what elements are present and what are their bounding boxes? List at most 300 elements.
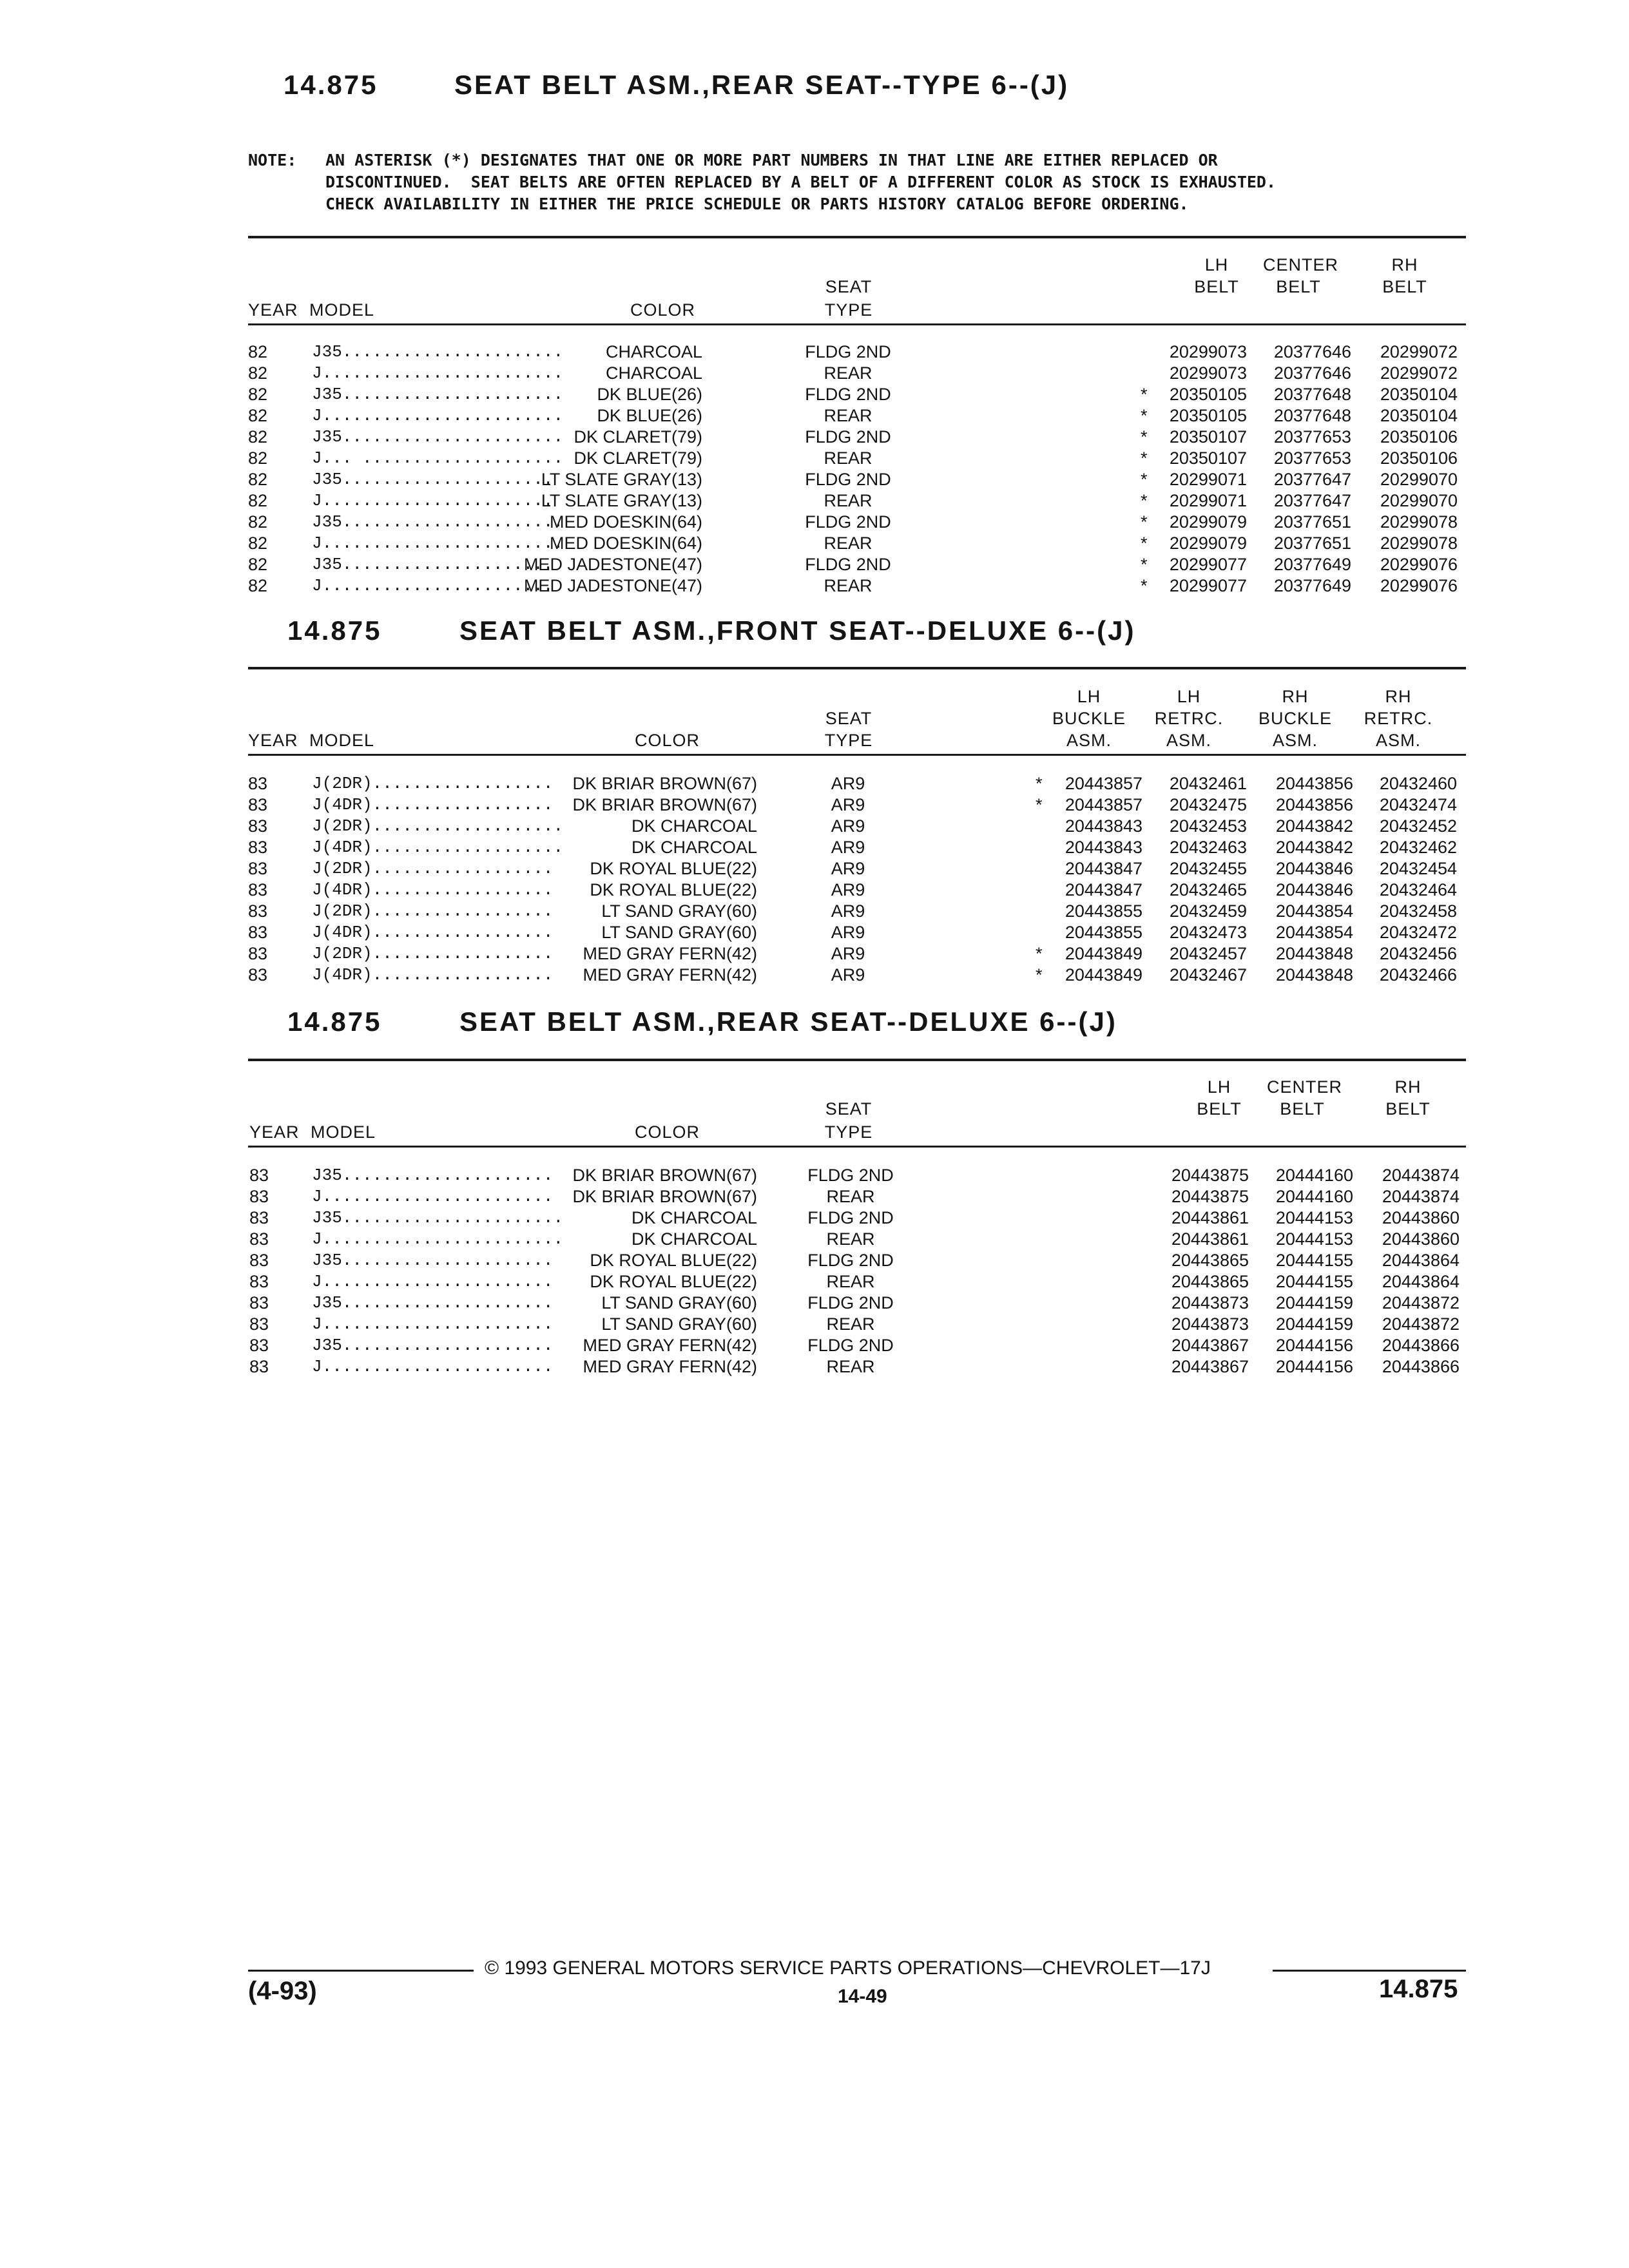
row-seat-type: REAR: [824, 576, 872, 595]
row-part-number-3: 20443874: [1382, 1166, 1460, 1185]
row-part-number-4: 20432472: [1379, 923, 1457, 942]
row-color: DK BRIAR BROWN(67): [572, 795, 757, 814]
s3-h-color: COLOR: [635, 1122, 700, 1142]
row-model: J........................: [312, 533, 564, 553]
row-part-number-2: 20432461: [1169, 774, 1247, 793]
row-seat-type: FLDG 2ND: [805, 512, 891, 532]
row-model: J(4DR)...................: [312, 838, 564, 857]
row-seat-type: REAR: [824, 533, 872, 553]
row-year: 83: [249, 1357, 269, 1376]
row-year: 82: [248, 491, 268, 510]
row-part-number-4: 20432456: [1379, 944, 1457, 963]
s3-h-c1a: LH: [1207, 1077, 1231, 1097]
s1-h-color: COLOR: [630, 300, 696, 320]
section1-number: 14.875: [284, 70, 378, 100]
s3-h-seat2: TYPE: [824, 1122, 873, 1142]
row-seat-type: REAR: [824, 491, 872, 510]
row-part-number-1: 20350105: [1169, 385, 1247, 404]
row-part-number-1: 20443847: [1065, 859, 1142, 878]
s1-h-c3a: RH: [1391, 255, 1418, 274]
footer-rule-right: [1273, 1970, 1466, 1972]
row-year: 83: [248, 859, 268, 878]
row-part-number-4: 20432466: [1379, 965, 1457, 985]
row-seat-type: AR9: [831, 816, 865, 836]
row-part-number-1: 20299071: [1169, 470, 1247, 489]
row-part-number-2: 20444156: [1275, 1357, 1353, 1376]
s1-h-c2b: BELT: [1276, 277, 1321, 296]
row-seat-type: AR9: [831, 774, 865, 793]
row-color: DK BRIAR BROWN(67): [572, 1166, 757, 1185]
row-year: 82: [248, 448, 268, 468]
section2-header-rule: [248, 754, 1466, 756]
row-year: 83: [249, 1166, 269, 1185]
row-part-number-1: 20299079: [1169, 512, 1247, 532]
row-part-number-3: 20443846: [1275, 880, 1353, 899]
row-model: J35......................: [312, 1208, 564, 1227]
row-part-number-3: 20443854: [1275, 923, 1353, 942]
row-color: DK CHARCOAL: [631, 1229, 757, 1249]
s2-h-c1b: BUCKLE: [1052, 709, 1126, 728]
row-part-number-3: 20443854: [1275, 901, 1353, 921]
s3-h-c3b: BELT: [1385, 1099, 1431, 1119]
row-seat-type: FLDG 2ND: [807, 1166, 894, 1185]
s3-h-c2a: CENTER: [1267, 1077, 1343, 1097]
row-year: 83: [248, 880, 268, 899]
row-seat-type: AR9: [831, 859, 865, 878]
row-seat-type: REAR: [824, 448, 872, 468]
row-model: J35......................: [312, 427, 564, 447]
footer-section-number: 14.875: [1379, 1975, 1458, 2003]
row-part-number-3: 20443856: [1275, 774, 1353, 793]
row-seat-type: REAR: [824, 363, 872, 383]
row-year: 82: [248, 533, 268, 553]
row-seat-type: REAR: [826, 1229, 875, 1249]
row-year: 82: [248, 576, 268, 595]
row-color: MED DOESKIN(64): [549, 533, 702, 553]
s1-h-year: YEAR: [248, 300, 298, 320]
row-part-number-4: 20432454: [1379, 859, 1457, 878]
note-line-3: CHECK AVAILABILITY IN EITHER THE PRICE SCHEDULE OR PARTS HISTORY CATALOG BEFORE ORDERING.: [325, 195, 1189, 213]
row-model: J(4DR)..................: [312, 880, 554, 899]
footer-rule-left: [248, 1970, 474, 1972]
row-seat-type: FLDG 2ND: [805, 342, 891, 361]
row-model: J35.....................: [312, 1166, 554, 1185]
row-seat-type: REAR: [826, 1272, 875, 1291]
row-model: J... ....................: [312, 448, 564, 468]
row-model: J35.....................: [312, 1336, 554, 1355]
row-part-number-1: 20443847: [1065, 880, 1142, 899]
row-part-number-1: 20299071: [1169, 491, 1247, 510]
row-part-number-2: 20444155: [1275, 1251, 1353, 1270]
row-part-number-2: 20377648: [1273, 406, 1351, 425]
s3-h-c3a: RH: [1394, 1077, 1422, 1097]
row-model: J.......................: [312, 576, 554, 595]
row-part-number-2: 20444153: [1275, 1208, 1353, 1227]
s2-h-model: MODEL: [309, 731, 375, 750]
row-part-number-3: 20299070: [1380, 470, 1458, 489]
footer-page-number: 14-49: [838, 1986, 887, 2007]
row-part-number-1: 20443861: [1171, 1208, 1249, 1227]
row-part-number-2: 20432467: [1169, 965, 1247, 985]
section3-title: SEAT BELT ASM.,REAR SEAT--DELUXE 6--(J): [459, 1006, 1117, 1037]
row-year: 83: [248, 795, 268, 814]
row-seat-type: AR9: [831, 965, 865, 985]
row-asterisk: *: [1141, 512, 1148, 532]
row-year: 83: [249, 1336, 269, 1355]
row-part-number-1: 20443873: [1171, 1293, 1249, 1312]
row-part-number-3: 20443864: [1382, 1272, 1460, 1291]
row-part-number-1: 20299073: [1169, 342, 1247, 361]
row-model: J35.....................: [312, 470, 554, 489]
s2-h-c2b: RETRC.: [1154, 709, 1224, 728]
row-part-number-2: 20377653: [1273, 448, 1351, 468]
row-part-number-1: 20443875: [1171, 1166, 1249, 1185]
row-part-number-3: 20443860: [1382, 1229, 1460, 1249]
row-part-number-4: 20432460: [1379, 774, 1457, 793]
row-part-number-1: 20443855: [1065, 923, 1142, 942]
row-color: DK ROYAL BLUE(22): [590, 859, 757, 878]
footer-copyright: © 1993 GENERAL MOTORS SERVICE PARTS OPERATIONS—CHEVROLET—17J: [485, 1957, 1211, 1979]
row-model: J.......................: [312, 1357, 554, 1376]
row-asterisk: *: [1141, 448, 1148, 468]
row-model: J(2DR)..................: [312, 901, 554, 921]
row-part-number-2: 20377647: [1273, 491, 1351, 510]
row-seat-type: FLDG 2ND: [805, 470, 891, 489]
row-part-number-2: 20432463: [1169, 838, 1247, 857]
row-part-number-3: 20443846: [1275, 859, 1353, 878]
row-part-number-1: 20299077: [1169, 576, 1247, 595]
row-part-number-1: 20350107: [1169, 448, 1247, 468]
s3-h-model: MODEL: [311, 1122, 376, 1142]
row-seat-type: AR9: [831, 944, 865, 963]
s2-h-c4a: RH: [1385, 687, 1412, 706]
row-color: LT SLATE GRAY(13): [541, 491, 702, 510]
s2-h-c4b: RETRC.: [1364, 709, 1433, 728]
s1-h-c1a: LH: [1204, 255, 1229, 274]
row-part-number-3: 20299076: [1380, 576, 1458, 595]
row-seat-type: AR9: [831, 838, 865, 857]
s2-h-year: YEAR: [248, 731, 298, 750]
row-asterisk: *: [1141, 427, 1148, 447]
row-model: J........................: [312, 406, 564, 425]
row-model: J(4DR)..................: [312, 965, 554, 985]
row-part-number-1: 20443867: [1171, 1336, 1249, 1355]
row-year: 83: [248, 944, 268, 963]
row-part-number-2: 20432453: [1169, 816, 1247, 836]
row-model: J(2DR)...................: [312, 816, 564, 836]
row-part-number-3: 20443848: [1275, 965, 1353, 985]
row-color: DK ROYAL BLUE(22): [590, 1251, 757, 1270]
row-part-number-2: 20432473: [1169, 923, 1247, 942]
row-part-number-1: 20443855: [1065, 901, 1142, 921]
section3-top-rule: [248, 1059, 1466, 1061]
row-part-number-4: 20432452: [1379, 816, 1457, 836]
row-color: DK CHARCOAL: [631, 816, 757, 836]
row-model: J(2DR)..................: [312, 859, 554, 878]
row-part-number-3: 20299078: [1380, 512, 1458, 532]
section1-title: SEAT BELT ASM.,REAR SEAT--TYPE 6--(J): [454, 70, 1070, 100]
s2-h-c1a: LH: [1077, 687, 1101, 706]
row-color: MED GRAY FERN(42): [583, 944, 757, 963]
row-color: LT SLATE GRAY(13): [541, 470, 702, 489]
row-part-number-3: 20299078: [1380, 533, 1458, 553]
s2-h-c3c: ASM.: [1272, 731, 1318, 750]
row-model: J.......................: [312, 1272, 554, 1291]
row-year: 83: [249, 1229, 269, 1249]
row-color: LT SAND GRAY(60): [601, 1314, 757, 1334]
row-part-number-2: 20444160: [1275, 1187, 1353, 1206]
row-model: J(2DR)..................: [312, 774, 554, 793]
footer-date: (4-93): [248, 1977, 317, 2005]
row-year: 82: [248, 406, 268, 425]
row-color: DK BLUE(26): [597, 385, 702, 404]
row-part-number-2: 20444160: [1275, 1166, 1353, 1185]
section2-title: SEAT BELT ASM.,FRONT SEAT--DELUXE 6--(J): [459, 615, 1136, 646]
row-model: J(4DR)..................: [312, 923, 554, 942]
row-model: J35......................: [312, 385, 564, 404]
row-asterisk: *: [1141, 533, 1148, 553]
row-seat-type: REAR: [826, 1314, 875, 1334]
row-year: 83: [248, 816, 268, 836]
row-part-number-3: 20443866: [1382, 1357, 1460, 1376]
row-color: MED GRAY FERN(42): [583, 965, 757, 985]
s2-h-seat1: SEAT: [825, 709, 872, 728]
row-part-number-2: 20377649: [1273, 555, 1351, 574]
row-part-number-3: 20443874: [1382, 1187, 1460, 1206]
row-part-number-3: 20443842: [1275, 816, 1353, 836]
s1-h-model: MODEL: [309, 300, 375, 320]
row-year: 83: [249, 1251, 269, 1270]
row-asterisk: *: [1036, 795, 1043, 814]
row-part-number-2: 20432455: [1169, 859, 1247, 878]
section1-top-rule: [248, 236, 1466, 238]
s2-h-c3b: BUCKLE: [1258, 709, 1333, 728]
row-year: 83: [249, 1208, 269, 1227]
row-part-number-3: 20299076: [1380, 555, 1458, 574]
row-seat-type: REAR: [826, 1187, 875, 1206]
row-part-number-2: 20432457: [1169, 944, 1247, 963]
row-seat-type: REAR: [826, 1357, 875, 1376]
section1-header-rule: [248, 323, 1466, 325]
row-year: 83: [249, 1293, 269, 1312]
row-color: MED JADESTONE(47): [523, 576, 702, 595]
row-color: MED GRAY FERN(42): [583, 1336, 757, 1355]
row-year: 83: [249, 1272, 269, 1291]
row-color: DK CLARET(79): [574, 448, 702, 468]
row-seat-type: AR9: [831, 923, 865, 942]
row-asterisk: *: [1141, 555, 1148, 574]
row-asterisk: *: [1036, 774, 1043, 793]
row-part-number-1: 20443849: [1065, 944, 1142, 963]
s2-h-c1c: ASM.: [1066, 731, 1112, 750]
row-year: 83: [248, 901, 268, 921]
row-seat-type: FLDG 2ND: [805, 555, 891, 574]
row-part-number-1: 20443843: [1065, 816, 1142, 836]
row-year: 82: [248, 470, 268, 489]
row-part-number-1: 20443843: [1065, 838, 1142, 857]
s2-h-c4c: ASM.: [1375, 731, 1421, 750]
row-part-number-4: 20432458: [1379, 901, 1457, 921]
s2-h-color: COLOR: [635, 731, 700, 750]
row-part-number-2: 20377646: [1273, 342, 1351, 361]
row-part-number-3: 20443872: [1382, 1293, 1460, 1312]
row-part-number-2: 20377647: [1273, 470, 1351, 489]
row-color: LT SAND GRAY(60): [601, 901, 757, 921]
note-line-2: DISCONTINUED. SEAT BELTS ARE OFTEN REPLACED BY A BELT OF A DIFFERENT COLOR AS STOCK IS EXHAUSTED.: [325, 173, 1277, 191]
row-year: 82: [248, 363, 268, 383]
row-year: 83: [249, 1187, 269, 1206]
row-color: DK BRIAR BROWN(67): [572, 1187, 757, 1206]
row-color: DK CLARET(79): [574, 427, 702, 447]
row-year: 82: [248, 555, 268, 574]
row-color: DK BLUE(26): [597, 406, 702, 425]
row-seat-type: FLDG 2ND: [805, 427, 891, 447]
row-seat-type: FLDG 2ND: [807, 1293, 894, 1312]
s3-h-seat1: SEAT: [825, 1099, 872, 1119]
row-seat-type: AR9: [831, 901, 865, 921]
row-seat-type: AR9: [831, 880, 865, 899]
row-part-number-2: 20444155: [1275, 1272, 1353, 1291]
s2-h-seat2: TYPE: [824, 731, 873, 750]
row-year: 82: [248, 385, 268, 404]
row-part-number-2: 20444159: [1275, 1314, 1353, 1334]
s3-h-c2b: BELT: [1280, 1099, 1325, 1119]
s1-h-seat1: SEAT: [825, 277, 872, 296]
row-part-number-1: 20443875: [1171, 1187, 1249, 1206]
row-seat-type: AR9: [831, 795, 865, 814]
row-part-number-3: 20443872: [1382, 1314, 1460, 1334]
row-part-number-1: 20443865: [1171, 1251, 1249, 1270]
row-part-number-3: 20443864: [1382, 1251, 1460, 1270]
row-asterisk: *: [1141, 406, 1148, 425]
row-part-number-1: 20443857: [1065, 774, 1142, 793]
s2-h-c2c: ASM.: [1166, 731, 1211, 750]
row-asterisk: *: [1141, 491, 1148, 510]
row-asterisk: *: [1141, 385, 1148, 404]
row-part-number-2: 20444156: [1275, 1336, 1353, 1355]
s1-h-seat2: TYPE: [824, 300, 873, 320]
row-part-number-1: 20299077: [1169, 555, 1247, 574]
row-model: J.......................: [312, 1314, 554, 1334]
row-color: MED GRAY FERN(42): [583, 1357, 757, 1376]
row-year: 82: [248, 342, 268, 361]
section2-number: 14.875: [287, 615, 382, 646]
s3-h-year: YEAR: [249, 1122, 300, 1142]
row-seat-type: FLDG 2ND: [807, 1336, 894, 1355]
row-year: 83: [249, 1314, 269, 1334]
row-seat-type: FLDG 2ND: [805, 385, 891, 404]
row-part-number-3: 20350104: [1380, 406, 1458, 425]
row-part-number-1: 20443849: [1065, 965, 1142, 985]
row-color: CHARCOAL: [605, 342, 702, 361]
row-model: J35......................: [312, 512, 564, 532]
row-color: DK ROYAL BLUE(22): [590, 880, 757, 899]
row-part-number-2: 20377649: [1273, 576, 1351, 595]
row-color: DK ROYAL BLUE(22): [590, 1272, 757, 1291]
row-part-number-3: 20443860: [1382, 1208, 1460, 1227]
row-year: 82: [248, 427, 268, 447]
row-part-number-3: 20299070: [1380, 491, 1458, 510]
row-model: J........................: [312, 1229, 564, 1249]
row-part-number-3: 20443856: [1275, 795, 1353, 814]
section3-header-rule: [248, 1146, 1466, 1148]
section3-number: 14.875: [287, 1006, 382, 1037]
row-part-number-3: 20443848: [1275, 944, 1353, 963]
row-part-number-3: 20299072: [1380, 363, 1458, 383]
s2-h-c3a: RH: [1282, 687, 1309, 706]
row-part-number-4: 20432462: [1379, 838, 1457, 857]
row-part-number-1: 20350105: [1169, 406, 1247, 425]
row-model: J........................: [312, 363, 564, 383]
row-part-number-1: 20443867: [1171, 1357, 1249, 1376]
s1-h-c3b: BELT: [1382, 277, 1427, 296]
row-part-number-1: 20299073: [1169, 363, 1247, 383]
row-part-number-3: 20443842: [1275, 838, 1353, 857]
row-part-number-1: 20443857: [1065, 795, 1142, 814]
row-year: 83: [248, 965, 268, 985]
row-color: DK CHARCOAL: [631, 1208, 757, 1227]
row-part-number-2: 20444159: [1275, 1293, 1353, 1312]
row-year: 83: [248, 923, 268, 942]
row-color: LT SAND GRAY(60): [601, 1293, 757, 1312]
row-asterisk: *: [1141, 470, 1148, 489]
row-part-number-2: 20432475: [1169, 795, 1247, 814]
row-model: J35.....................: [312, 555, 554, 574]
row-year: 82: [248, 512, 268, 532]
row-color: DK BRIAR BROWN(67): [572, 774, 757, 793]
s1-h-c2a: CENTER: [1263, 255, 1339, 274]
row-part-number-1: 20443873: [1171, 1314, 1249, 1334]
row-color: MED DOESKIN(64): [549, 512, 702, 532]
row-model: J.......................: [312, 491, 554, 510]
row-part-number-2: 20432459: [1169, 901, 1247, 921]
row-part-number-2: 20377653: [1273, 427, 1351, 447]
row-color: DK CHARCOAL: [631, 838, 757, 857]
row-part-number-2: 20444153: [1275, 1229, 1353, 1249]
s3-h-c1b: BELT: [1197, 1099, 1242, 1119]
row-asterisk: *: [1036, 965, 1043, 985]
row-model: J(4DR)..................: [312, 795, 554, 814]
s2-h-c2a: LH: [1177, 687, 1201, 706]
row-asterisk: *: [1141, 576, 1148, 595]
row-part-number-4: 20432464: [1379, 880, 1457, 899]
row-part-number-3: 20350104: [1380, 385, 1458, 404]
row-model: J35.....................: [312, 1251, 554, 1270]
row-part-number-4: 20432474: [1379, 795, 1457, 814]
row-part-number-3: 20443866: [1382, 1336, 1460, 1355]
row-year: 83: [248, 838, 268, 857]
row-part-number-2: 20377646: [1273, 363, 1351, 383]
row-model: J(2DR)..................: [312, 944, 554, 963]
note-line-1: AN ASTERISK (*) DESIGNATES THAT ONE OR MORE PART NUMBERS IN THAT LINE ARE EITHER REPLACED OR: [325, 151, 1218, 169]
row-year: 83: [248, 774, 268, 793]
row-seat-type: FLDG 2ND: [807, 1208, 894, 1227]
row-color: CHARCOAL: [605, 363, 702, 383]
s1-h-c1b: BELT: [1194, 277, 1239, 296]
row-part-number-3: 20350106: [1380, 448, 1458, 468]
row-asterisk: *: [1036, 944, 1043, 963]
row-part-number-1: 20350107: [1169, 427, 1247, 447]
row-part-number-3: 20350106: [1380, 427, 1458, 447]
row-part-number-2: 20432465: [1169, 880, 1247, 899]
row-part-number-1: 20443865: [1171, 1272, 1249, 1291]
section2-top-rule: [248, 667, 1466, 669]
row-color: LT SAND GRAY(60): [601, 923, 757, 942]
row-color: MED JADESTONE(47): [523, 555, 702, 574]
row-model: J35......................: [312, 342, 564, 361]
row-seat-type: REAR: [824, 406, 872, 425]
row-part-number-2: 20377651: [1273, 512, 1351, 532]
